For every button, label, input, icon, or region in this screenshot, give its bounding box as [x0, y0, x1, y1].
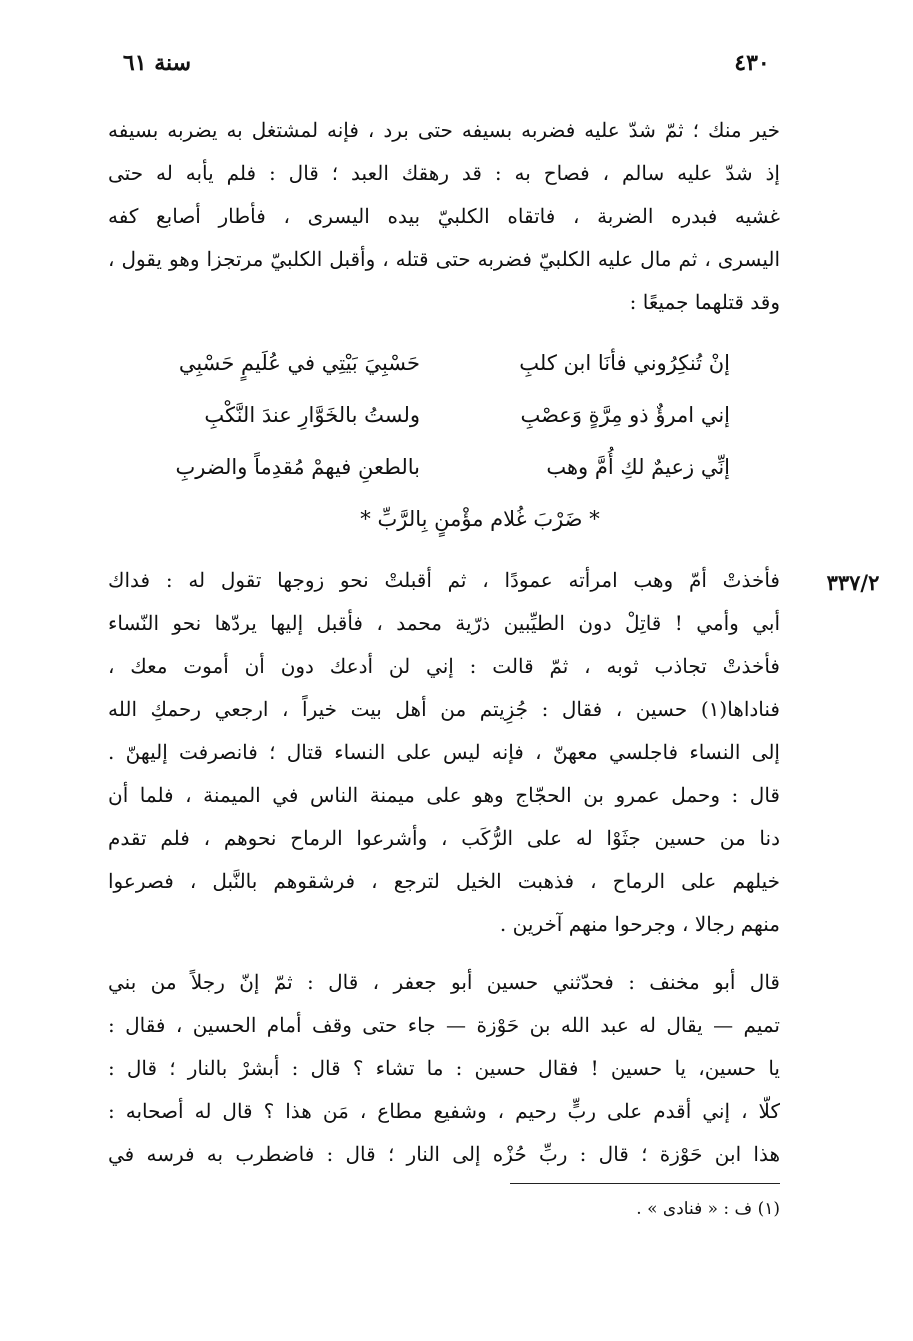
poem-verse-second-half: بالطعنِ فيهمْ مُقدِماً والضربِ [175, 455, 420, 479]
text-line: يا حسين، يا حسين ! فقال حسين : ما تشاء ؟ قال : أبشرْ بالنار ؛ قال : [108, 1056, 780, 1080]
footnote: (١) ف : « فنادى » . [636, 1199, 780, 1219]
text-line: فأخذتْ أمّ وهب امرأته عمودًا ، ثم أقبلتْ نحو زوجها تقول له : فداك [108, 568, 780, 592]
poem-single-line: * ضَرْبَ غُلام مؤْمنٍ بِالرَّبِّ * [360, 507, 600, 531]
text-line: قال : وحمل عمرو بن الحجّاج وهو على ميمنة الناس في الميمنة ، فلما أن [108, 783, 780, 807]
text-line: إذ شدّ عليه سالم ، فصاح به : قد رهقك العبد ؛ قال : فلم يأبه له حتى [108, 161, 780, 185]
poem-verse-second-half: ولستُ بالخَوَّارِ عندَ النَّكْبِ [204, 403, 420, 427]
text-line: اليسرى ، ثم مال عليه الكلبيّ فضربه حتى قتله ، وأقبل الكلبيّ مرتجزا وهو يقول ، [108, 247, 780, 271]
footnote-rule [510, 1183, 780, 1184]
poem-verse-first-half: إنِّي زعيمٌ لكِ أُمَّ وهب [546, 455, 730, 479]
text-line: أبي وأمي ! قاتِلْ دون الطيِّبين ذرّية محمد ، فأقبل إليها يردّها نحو النّساء [108, 611, 780, 635]
page-number: ٤٣٠ [734, 50, 770, 76]
text-line: دنا من حسين جثَوْا له على الرُّكَب ، وأشرعوا الرماح نحوهم ، فلم تقدم [108, 826, 780, 850]
text-line: خيلهم على الرماح ، فذهبت الخيل لترجع ، فرشقوهم بالنَّبل ، فصرعوا [108, 869, 780, 893]
poem-verse-first-half: إنْ تُنكِرُوني فأنَا ابن كلبِ [519, 351, 730, 375]
text-line: هذا ابن حَوْزة ؛ قال : ربِّ حُزْه إلى النار ؛ قال : فاضطرب به فرسه في [108, 1142, 780, 1166]
text-line: فناداها(١) حسين ، فقال : جُزِيتم من أهل بيت خيراً ، ارجعي رحمكِ الله [108, 697, 780, 721]
text-line: قال أبو مخنف : فحدّثني حسين أبو جعفر ، قال : ثمّ إنّ رجلاً من بني [108, 970, 780, 994]
text-line: منهم رجالا ، وجرحوا منهم آخرين . [499, 912, 780, 936]
text-line: كلّا ، إني أقدم على ربٍّ رحيم ، وشفيع مطاع ، مَن هذا ؟ قال له أصحابه : [108, 1099, 780, 1123]
text-line: إلى النساء فاجلسي معهنّ ، فإنه ليس على النساء قتال ؛ فانصرفت إليهنّ . [108, 740, 780, 764]
poem-verse-first-half: إني امرؤٌ ذو مِرَّةٍ وَعصْبِ [520, 403, 730, 427]
text-line: تميم — يقال له عبد الله بن حَوْزة — جاء حتى وقف أمام الحسين ، فقال : [108, 1013, 780, 1037]
text-line: غشيه فبدره الضربة ، فاتقاه الكلبيّ بيده اليسرى ، فأطار أصابع كفه [108, 204, 780, 228]
text-line: وقد قتلهما جميعًا : [629, 290, 780, 314]
text-line: فأخذتْ تجاذب ثوبه ، ثمّ قالت : إني لن أدعك دون أن أموت معك ، [108, 654, 780, 678]
text-line: خير منك ؛ ثمّ شدّ عليه فضربه بسيفه حتى برد ، فإنه لمشتغل به يضربه بسيفه [108, 118, 780, 142]
running-header-year: سنة ٦١ [122, 50, 192, 76]
margin-reference: ٣٣٧/٢ [826, 570, 880, 595]
poem-verse-second-half: حَسْبِيَ بَيْتِي في عُلَيمٍ حَسْبِي [178, 351, 420, 375]
